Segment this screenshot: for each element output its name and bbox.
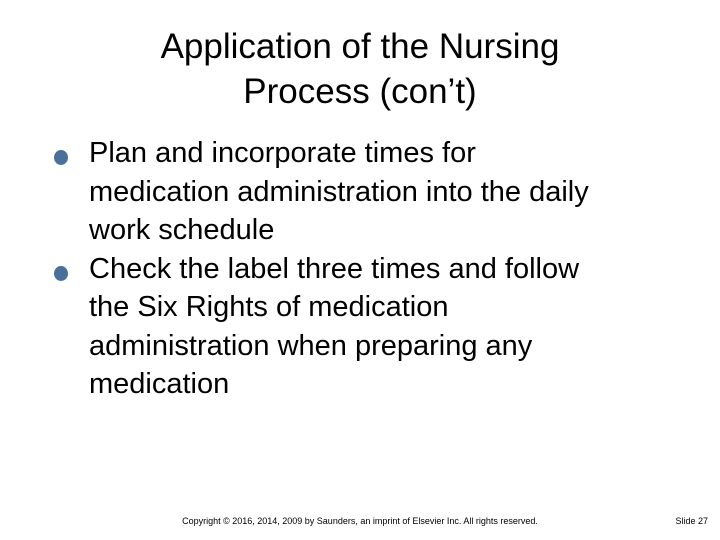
bullet-text-line: the Six Rights of medication [89,291,449,323]
bullet-text-line: medication administration into the daily [89,175,589,208]
bullet-dot-icon [54,266,68,281]
bullet-text-line: work schedule [89,214,275,246]
slide-title-line-2: Process (con’t) [243,72,477,111]
slide-title-line-1: Application of the Nursing [160,27,560,66]
bullet-text-line: Plan and incorporate times for [89,137,476,169]
bullet-dot-icon [54,150,68,165]
slide-title [60,24,660,114]
bullet-text-line: medication [89,368,230,400]
bullet-item-check-label [0,250,649,404]
bullet-text-line: Check the label three times and follow [89,252,580,285]
slide-number: Slide 27 [675,516,708,526]
bullet-text-line: administration when preparing any [89,329,533,362]
bullet-list [0,134,720,404]
bullet-item-plan-medication-times [0,134,649,250]
footer-copyright: Copyright © 2016, 2014, 2009 by Saunders, an imprint of Elsevier Inc. All rights reserved. [182,516,538,526]
